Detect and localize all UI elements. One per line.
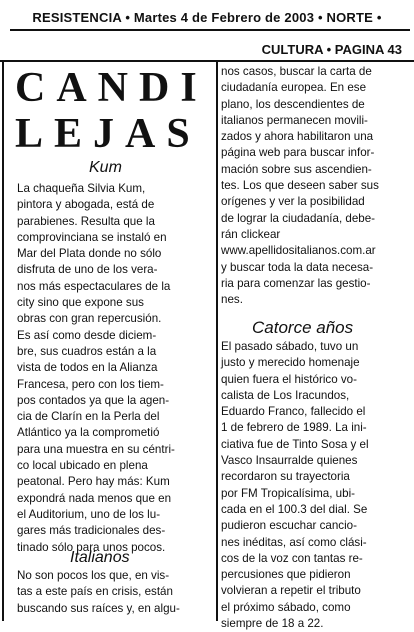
text-line: tas a este país en crisis, están	[17, 585, 173, 599]
text-line: siempre de 18 a 22.	[221, 617, 324, 631]
text-line: percusiones que pidieron	[221, 568, 351, 582]
text-line: ciudadanía europea. En ese	[221, 81, 367, 95]
text-line: volvieran a repetir el tributo	[221, 584, 361, 598]
logo-line-1: CANDI	[15, 65, 208, 111]
text-line: obras con gran repercusión.	[17, 312, 162, 326]
text-line: peatonal. Pero hay más: Kum	[17, 475, 170, 489]
text-line: comprovinciana se instaló en	[17, 230, 167, 244]
text-line: el próximo sábado, como	[221, 600, 351, 614]
text-line: plano, los descendientes de	[221, 97, 365, 111]
text-line: cada en el 100.3 del dial. Se	[221, 502, 368, 516]
text-line: tes. Los que deseen saber sus	[221, 179, 379, 193]
paragraph-kum	[17, 181, 213, 556]
text-line: El pasado sábado, tuvo un	[221, 340, 359, 353]
text-line: disfruta de uno de los vera-	[17, 263, 158, 277]
text-line: pintora y abogada, está de	[17, 198, 155, 212]
text-line: italianos permanecen movili-	[221, 113, 368, 127]
text-line: Eduardo Franco, fallecido el	[221, 405, 366, 419]
text-line: tinado sólo para unos pocos.	[17, 540, 166, 554]
text-line: nes inéditas, así como clási-	[221, 535, 367, 549]
text-line: gares más tradicionales des-	[17, 524, 166, 538]
text-line: 1 de febrero de 1989. La ini-	[221, 421, 367, 435]
text-line: buscando sus raíces y, en algu-	[17, 601, 180, 615]
text-line: co local ubicado en plena	[17, 459, 148, 473]
text-line: Atlántico ya la comprometió	[17, 426, 160, 440]
text-line: pos contados ya que la agen-	[17, 393, 170, 407]
text-line: nos casos, buscar la carta de	[221, 65, 372, 78]
section-label: CULTURA • PAGINA 43	[261, 42, 402, 57]
text-line: Mar del Plata donde no sólo	[17, 247, 162, 261]
text-line: orígenes y ver la posibilidad	[221, 195, 365, 209]
text-line: Francesa, pero con los tiem-	[17, 377, 164, 391]
text-line: vista de todos en la Alianza	[17, 361, 158, 375]
text-line: y buscar toda la data necesa-	[221, 260, 374, 274]
text-line: www.apellidositalianos.com.ar	[221, 244, 376, 258]
text-line: rán clickear	[221, 227, 281, 241]
text-line: bre, sus cuadros están a la	[17, 344, 157, 358]
paragraph-catorce	[221, 339, 404, 632]
text-line: nes.	[221, 293, 243, 307]
text-line: Vasco Insaurralde quienes	[221, 454, 358, 468]
text-line: expondrá nada menos que en	[17, 491, 172, 505]
text-line: el Auditorium, uno de los lu-	[17, 507, 161, 521]
text-line: ria para comenzar las gestio-	[221, 276, 371, 290]
paragraph-italianos	[17, 568, 213, 617]
text-line: justo y merecido homenaje	[221, 356, 360, 370]
text-line: parabienes. Resulta que la	[17, 214, 155, 228]
text-line: página web para buscar infor-	[221, 146, 375, 160]
text-line: La chaqueña Silvia Kum,	[17, 182, 146, 195]
text-line: cia de Clarín en la Perla del	[17, 410, 160, 424]
dateline: RESISTENCIA • Martes 4 de Febrero de 2003 • NORTE •	[32, 10, 382, 25]
column-logo	[15, 65, 208, 157]
text-line: zados y ahora habilitaron una	[221, 130, 374, 144]
heading-kum: Kum	[89, 159, 122, 176]
text-line: mación sobre sus ascendien-	[221, 162, 372, 176]
text-line: ciativa fue de Tinto Sosa y el	[221, 437, 369, 451]
text-line: por FM Tropicalísima, ubi-	[221, 486, 356, 500]
text-line: recordaron su trayectoria	[221, 470, 350, 484]
heading-catorce: Catorce años	[252, 318, 354, 337]
text-line: quien fuera el histórico vo-	[221, 372, 357, 386]
paragraph-italianos-cont	[221, 64, 404, 308]
text-line: cos de la voz con tantas re-	[221, 551, 363, 565]
text-line: pudieron escuchar cancio-	[221, 519, 357, 533]
text-line: para una muestra en su céntri-	[17, 442, 175, 456]
logo-line-2: LEJAS	[15, 111, 201, 157]
text-line: city sino que expone sus	[17, 296, 144, 310]
header-rule	[10, 29, 410, 31]
text-line: de lograr la ciudadanía, debe-	[221, 211, 376, 225]
text-line: calista de Los Iracundos,	[221, 388, 350, 402]
heading-italianos: Italianos	[70, 549, 130, 566]
text-line: No son pocos los que, en vis-	[17, 569, 170, 582]
text-line: Es así como desde diciem-	[17, 328, 157, 342]
text-line: nos más espectaculares de la	[17, 279, 171, 293]
